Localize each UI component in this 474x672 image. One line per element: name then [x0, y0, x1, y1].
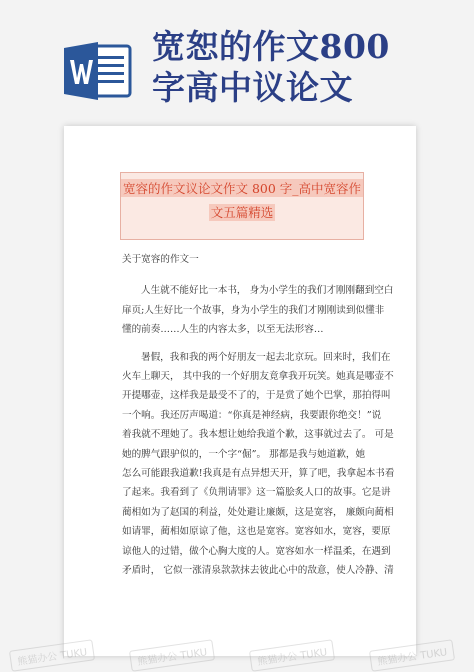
watermark: 熊猫办公 TUKU [129, 639, 215, 672]
text-line: 扉页;人生好比一个故事，身为小学生的我们才刚刚读到似懂非 [122, 304, 385, 316]
text-line: 人生就不能好比一本书， 身为小学生的我们才刚刚翻到空白 [141, 285, 394, 297]
text-line: 谅他人的过错，做个心胸大度的人。宽容如水一样温柔，在遇到 [122, 545, 391, 557]
text-line: 怎么可能跟我道歉!我真是有点异想天开，算了吧，我拿起本书看 [122, 468, 395, 480]
text-line: 火车上聊天， 其中我的一个好朋友竟拿我开玩笑。她真是哪壶不 [122, 371, 394, 383]
text-line: 她的脾气跟驴似的，一个字“倔”。 那都是我与她道歉，她 [122, 448, 366, 460]
document-page [64, 126, 416, 656]
document-heading-line-2: 文五篇精选 [210, 205, 274, 220]
title-line-2: 字高中议论文 [152, 68, 353, 107]
watermark: 熊猫办公 TUKU [369, 639, 455, 672]
word-document-icon [62, 40, 134, 102]
document-body [122, 250, 395, 581]
title-line-1: 宽恕的作文800 [152, 27, 390, 66]
watermark: 熊猫办公 TUKU [249, 639, 335, 672]
text-line: 开提哪壶，这样我是最受不了的，于是赏了她个巴掌，那拍得叫 [122, 390, 391, 402]
document-heading-line-1: 宽容的作文议论文作文 800 字_高中宽容作 [122, 181, 362, 196]
text-line: 着我就不理她了。我本想让她给我道个歉，这事就过去了。 可是 [122, 429, 394, 441]
watermark: 熊猫办公 TUKU [9, 639, 95, 672]
text-line: 了起来。我看到了《负荆请罪》这一篇脍炙人口的故事。它是讲 [122, 487, 391, 499]
page-title [152, 26, 452, 108]
text-line: 暑假，我和我的两个好朋友一起去北京玩。回来时，我们在 [141, 351, 391, 363]
text-line: 一个响。我还厉声喝道：“你真是神经病，我要跟你绝交！”说 [122, 409, 382, 421]
watermark-strip [0, 641, 474, 668]
text-line: 矛盾时， 它似一涨清泉款款抹去彼此心中的敌意，使人冷静、清 [122, 565, 394, 577]
section-heading: 关于宽容的作文一 [122, 254, 199, 265]
text-line: 如请罪，蔺相如原谅了他，这也是宽容。宽容如水，宽容，要原 [122, 526, 391, 538]
document-heading [120, 172, 364, 240]
text-line: 蔺相如为了赵国的利益，处处避让廉颇，这是宽容， 廉颇向蔺相 [122, 506, 394, 518]
text-line: 懂的前奏……人生的内容太多，以至无法形容… [122, 324, 324, 336]
